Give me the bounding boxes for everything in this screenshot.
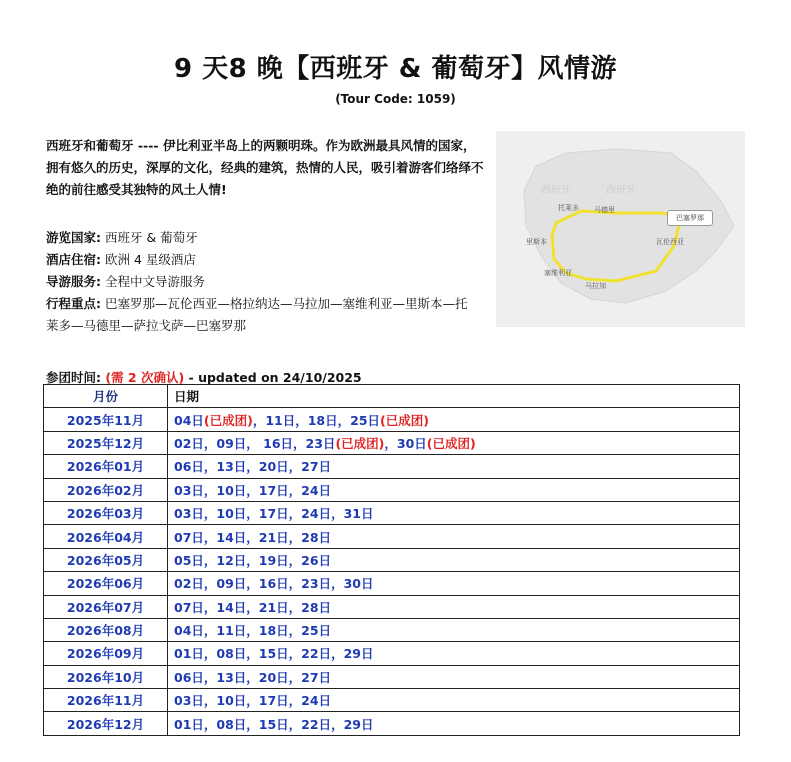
- map-faint-label-2: 西班牙: [606, 185, 636, 196]
- dates-cell: [168, 665, 740, 688]
- tour-code: (Tour Code: 1059): [335, 92, 456, 106]
- month-cell: 2025年12月: [44, 431, 168, 454]
- dates-cell: [168, 618, 740, 641]
- guide-label: 导游服务:: [46, 274, 101, 289]
- table-row: [44, 501, 740, 524]
- date-text: 07日，14日，21日，28日: [174, 599, 332, 615]
- date-text: ，11日，18日，25日: [252, 412, 381, 428]
- month-cell: 2026年02月: [44, 478, 168, 501]
- table-row: [44, 548, 740, 571]
- date-text: 01日，08日，15日，22日，29日: [174, 716, 374, 732]
- dates-cell: [168, 501, 740, 524]
- map-city-seville: 塞维利亚: [544, 269, 572, 277]
- route-map-graphic: [496, 131, 745, 327]
- schedule-updated: - updated on 24/10/2025: [188, 370, 362, 385]
- schedule-label: 参团时间:: [46, 370, 101, 385]
- month-cell: 2026年03月: [44, 501, 168, 524]
- date-text: 04日，11日，18日，25日: [174, 623, 332, 639]
- date-text: 01日，08日，15日，22日，29日: [174, 646, 374, 662]
- info-route: [46, 293, 476, 337]
- schedule-header-row: [44, 385, 740, 408]
- col-month-header: 月份: [44, 385, 168, 408]
- month-cell: 2026年05月: [44, 548, 168, 571]
- date-text: 06日，13日，20日，27日: [174, 669, 332, 685]
- info-country: [46, 227, 476, 249]
- month-cell: 2026年04月: [44, 525, 168, 548]
- month-cell: 2026年09月: [44, 642, 168, 665]
- dates-cell: [168, 642, 740, 665]
- map-city-lisbon: 里斯本: [526, 238, 547, 246]
- month-cell: 2025年11月: [44, 408, 168, 431]
- tour-confirmed-tag: (已成团): [426, 435, 476, 451]
- month-cell: 2026年11月: [44, 689, 168, 712]
- col-dates-header: 日期: [168, 385, 740, 408]
- dates-cell: [168, 548, 740, 571]
- dates-cell: [168, 455, 740, 478]
- date-text: 07日，14日，21日，28日: [174, 529, 332, 545]
- table-row: [44, 642, 740, 665]
- tour-confirmed-tag: (已成团): [335, 435, 385, 451]
- map-city-valencia: 瓦伦西亚: [656, 238, 684, 246]
- table-row: [44, 712, 740, 735]
- date-text: 03日，10日，17日，24日: [174, 693, 332, 709]
- month-cell: 2026年01月: [44, 455, 168, 478]
- dates-cell: [168, 572, 740, 595]
- table-row: [44, 525, 740, 548]
- dates-cell: [168, 712, 740, 735]
- route-map: [496, 131, 745, 327]
- table-row: [44, 618, 740, 641]
- tour-confirmed-tag: (已成团): [380, 412, 429, 428]
- date-text: 02日，09日， 16日，23日: [174, 435, 336, 451]
- table-row: [44, 431, 740, 454]
- month-cell: 2026年08月: [44, 618, 168, 641]
- page-title: 9 天8 晚【西班牙 & 葡萄牙】风情游: [173, 54, 618, 84]
- dates-cell: [168, 431, 740, 454]
- schedule-body: [44, 408, 740, 735]
- table-row: [44, 665, 740, 688]
- schedule-table: [43, 384, 740, 736]
- dates-cell: [168, 478, 740, 501]
- dates-cell: [168, 525, 740, 548]
- table-row: [44, 455, 740, 478]
- map-faint-label-1: 西班牙: [541, 185, 571, 196]
- month-cell: 2026年07月: [44, 595, 168, 618]
- hotel-value: 欧洲 4 星级酒店: [104, 252, 196, 267]
- map-city-malaga: 马拉加: [585, 282, 606, 290]
- date-text: 04日: [174, 412, 204, 428]
- route-value: 巴塞罗那—瓦伦西亚—格拉纳达—马拉加—塞维利亚—里斯本—托莱多—马德里—萨拉戈萨—巴塞罗那: [46, 296, 468, 333]
- table-row: [44, 595, 740, 618]
- date-text: 05日，12日，19日，26日: [174, 552, 332, 568]
- dates-cell: [168, 595, 740, 618]
- country-value: 西班牙 & 葡萄牙: [104, 230, 198, 245]
- date-text: 02日，09日，16日，23日，30日: [174, 576, 374, 592]
- date-text: 03日，10日，17日，24日，31日: [174, 506, 374, 522]
- country-label: 游览国家:: [46, 230, 101, 245]
- date-text: 06日，13日，20日，27日: [174, 459, 332, 475]
- dates-cell: [168, 689, 740, 712]
- info-guide: [46, 271, 476, 293]
- info-hotel: [46, 249, 476, 271]
- month-cell: 2026年12月: [44, 712, 168, 735]
- hotel-label: 酒店住宿:: [46, 252, 101, 267]
- tour-info: [46, 227, 476, 337]
- tour-confirmed-tag: (已成团): [203, 412, 253, 428]
- table-row: [44, 572, 740, 595]
- date-text: 03日，10日，17日，24日: [174, 482, 332, 498]
- intro-paragraph: 西班牙和葡萄牙 ---- 伊比利亚半岛上的两颗明珠。作为欧洲最具风情的国家，拥有悠久的历史，深厚的文化，经典的建筑，热情的人民，吸引着游客们络绎不绝的前往感受其独特的风土人情!: [46, 138, 484, 197]
- guide-value: 全程中文导游服务: [104, 274, 205, 289]
- table-row: [44, 408, 740, 431]
- schedule-note: (需 2 次确认): [105, 370, 185, 385]
- table-row: [44, 478, 740, 501]
- route-label: 行程重点:: [46, 296, 101, 311]
- table-row: [44, 689, 740, 712]
- dates-cell: [168, 408, 740, 431]
- map-city-toledo: 托莱多: [558, 204, 579, 212]
- date-text: ，30日: [384, 435, 427, 451]
- map-city-madrid: 马德里: [594, 206, 615, 214]
- month-cell: 2026年06月: [44, 572, 168, 595]
- map-city-barcelona: 巴塞罗那: [667, 210, 713, 226]
- month-cell: 2026年10月: [44, 665, 168, 688]
